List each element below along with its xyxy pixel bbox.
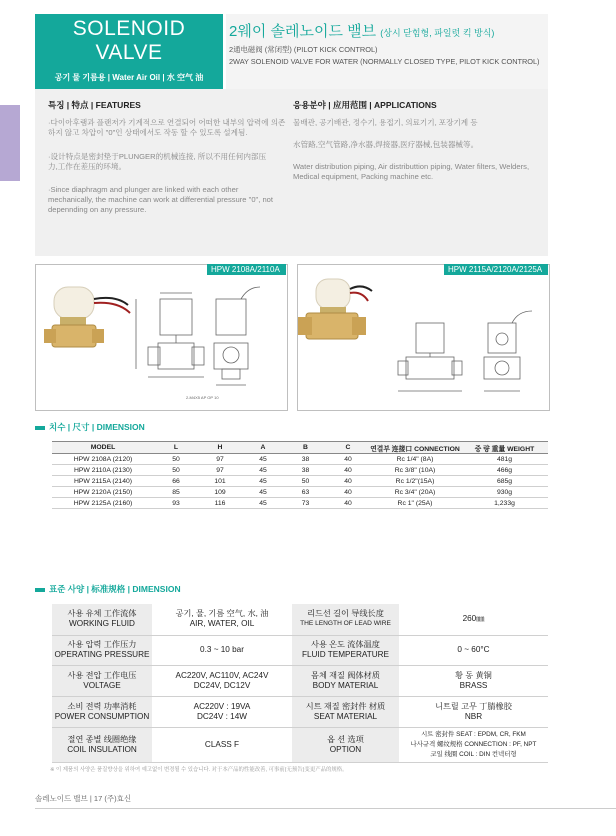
- col-h: H: [198, 442, 242, 454]
- title-line2: VALVE: [95, 41, 163, 64]
- table-cell: 73: [284, 498, 327, 509]
- table-cell: 50: [154, 454, 198, 465]
- col-connection: 연결부 连接口 CONNECTION: [369, 442, 461, 454]
- spec-label: 옵 션 选项 OPTION: [292, 727, 399, 762]
- spec-value: 0 ~ 60°C: [399, 635, 548, 665]
- table-cell: 38: [284, 465, 327, 476]
- spec-value: AC220V, AC110V, AC24V DC24V, DC12V: [152, 665, 292, 696]
- table-cell: 40: [327, 454, 369, 465]
- table-cell: 466g: [461, 465, 548, 476]
- table-cell: 93: [154, 498, 198, 509]
- table-cell: 481g: [461, 454, 548, 465]
- spec-heading: 표준 사양 | 标准规格 | DIMENSION: [35, 583, 181, 595]
- heading-bar: [35, 426, 45, 430]
- applications-heading: 응용분야 | 应用范围 | APPLICATIONS: [293, 100, 437, 110]
- valve-photo-large: [298, 279, 372, 339]
- col-l: L: [154, 442, 198, 454]
- table-row: [52, 727, 548, 762]
- side-tab: [0, 105, 20, 181]
- table-cell: 40: [327, 498, 369, 509]
- valve-drawing-front-large: [398, 323, 462, 391]
- table-cell: 97: [198, 454, 242, 465]
- table-row: [52, 498, 548, 509]
- dimension-table: [52, 441, 548, 509]
- table-cell: 40: [327, 476, 369, 487]
- applications-cn: 水管路,空气管路,净水器,焊接器,医疗器械,包装器械等。: [293, 140, 479, 149]
- table-cell: Rc 1/4" (8A): [369, 454, 461, 465]
- table-row: [52, 465, 548, 476]
- table-row: [52, 635, 548, 665]
- drawing-note: 2-M4X5 AP OP 10: [186, 395, 219, 400]
- table-cell: 38: [284, 454, 327, 465]
- heading-bar: [35, 588, 45, 592]
- spec-label: 사용 온도 流体温度 FLUID TEMPERATURE: [292, 635, 399, 665]
- table-cell: Rc 3/4" (20A): [369, 487, 461, 498]
- table-row: [52, 665, 548, 696]
- features-cn: ·设计特点是密封垫于PLUNGER的机械连接, 所以不用任何内部压力,工作在差压的环境。: [48, 152, 267, 171]
- page-title: 2웨이 솔레노이드 밸브 (상시 닫힘형, 파일럿 킥 방식): [229, 23, 495, 40]
- table-cell: 40: [327, 465, 369, 476]
- spec-value: 니트릴 고무 丁腈橡胶 NBR: [399, 696, 548, 727]
- dimension-header-row: [52, 442, 548, 454]
- spec-label: 소비 전력 功率消耗 POWER CONSUMPTION: [52, 696, 152, 727]
- valve-large-illustration: [298, 265, 549, 410]
- table-cell: HPW 2108A (2120): [52, 454, 154, 465]
- footer-divider: [35, 808, 616, 809]
- spec-value: 시트 密封件 SEAT : EPDM, CR, FKM 나사규격 螺纹规格 CONNECTION : PF, NPT 코일 线圈 COIL : DIN 컨넥터형: [399, 727, 548, 762]
- table-cell: 40: [327, 487, 369, 498]
- table-cell: HPW 2120A (2150): [52, 487, 154, 498]
- table-cell: 930g: [461, 487, 548, 498]
- table-cell: 101: [198, 476, 242, 487]
- table-cell: 66: [154, 476, 198, 487]
- table-cell: HPW 2125A (2160): [52, 498, 154, 509]
- valve-drawing-side: [214, 287, 260, 385]
- table-cell: 50: [284, 476, 327, 487]
- title-subtitle: 공기 물 기름용 | Water Air Oil | 水 空气 油: [54, 73, 204, 82]
- spec-value: 0.3 ~ 10 bar: [152, 635, 292, 665]
- table-cell: 45: [242, 454, 284, 465]
- page-title-note: (상시 닫힘형, 파일럿 킥 방식): [380, 28, 495, 38]
- spec-label: 몸체 재질 阀体材质 BODY MATERIAL: [292, 665, 399, 696]
- table-row: [52, 454, 548, 465]
- footnote: ※ 이 제품의 사양은 품질향상을 위하여 예고없이 변경될 수 있습니다. 对于本产品的性能改善, 可事前(无预告)变更产品的规格。: [50, 767, 348, 773]
- title-block: [35, 14, 223, 89]
- spec-value: 황 동 黄铜 BRASS: [399, 665, 548, 696]
- spec-value: CLASS F: [152, 727, 292, 762]
- applications-ko: 물배관, 공기배관, 정수기, 용접기, 의료기기, 포장기계 등: [293, 118, 478, 127]
- spec-label: 시트 재질 密封件 材质 SEAT MATERIAL: [292, 696, 399, 727]
- spec-value: 260㎜: [399, 604, 548, 635]
- table-cell: 85: [154, 487, 198, 498]
- product-box-small: [35, 264, 288, 411]
- table-cell: 116: [198, 498, 242, 509]
- page-footer: 솔레노이드 밸브 | 17 (주)효신: [35, 794, 132, 803]
- spec-label: 리드선 길이 导线长度 THE LENGTH OF LEAD WIRE: [292, 604, 399, 635]
- product-label-large: HPW 2115A/2120A/2125A: [444, 264, 548, 275]
- table-cell: 97: [198, 465, 242, 476]
- features-ko: ·다이아후램과 플랜저가 기계적으로 연결되어 어떠한 내부의 압력에 의존하지 않고 차압이 "0"인 상태에서도 작동 할 수 있도록 설계됨.: [48, 118, 286, 137]
- product-label-small: HPW 2108A/2110A: [207, 264, 286, 275]
- table-cell: 63: [284, 487, 327, 498]
- features-en: ·Since diaphragm and plunger are linked with each other mechanically, the machine can work at differential pressure "0", not depennding on any pressure.: [48, 185, 274, 214]
- col-a: A: [242, 442, 284, 454]
- table-row: [52, 604, 548, 635]
- table-cell: Rc 1/2"(15A): [369, 476, 461, 487]
- valve-small-illustration: [36, 265, 287, 410]
- spec-value: AC220V : 19VA DC24V : 14W: [152, 696, 292, 727]
- product-box-large: [297, 264, 550, 411]
- valve-photo: [44, 287, 130, 347]
- spec-label: 사용 유체 工作流体 WORKING FLUID: [52, 604, 152, 635]
- applications-en: Water distribution piping, Air distributtion piping, Water filters, Welders, Medical equipment, Packing machine etc.: [293, 162, 530, 181]
- table-cell: HPW 2115A (2140): [52, 476, 154, 487]
- table-cell: 45: [242, 476, 284, 487]
- title-line1: SOLENOID: [72, 17, 186, 40]
- spec-table: [52, 604, 548, 763]
- table-cell: 45: [242, 487, 284, 498]
- table-row: [52, 476, 548, 487]
- dimension-heading: 치수 | 尺寸 | DIMENSION: [35, 421, 145, 433]
- spec-label: 사용 전압 工作电压 VOLTAGE: [52, 665, 152, 696]
- col-weight: 중 량 重量 WEIGHT: [461, 442, 548, 454]
- spec-label: 사용 압력 工作压力 OPERATING PRESSURE: [52, 635, 152, 665]
- table-cell: 1,233g: [461, 498, 548, 509]
- features-heading: 특징 | 特点 | FEATURES: [48, 100, 141, 110]
- table-cell: 45: [242, 465, 284, 476]
- col-c: C: [327, 442, 369, 454]
- table-cell: 109: [198, 487, 242, 498]
- table-row: [52, 696, 548, 727]
- table-cell: Rc 1" (25A): [369, 498, 461, 509]
- table-cell: HPW 2110A (2130): [52, 465, 154, 476]
- subtitle-en: 2WAY SOLENOID VALVE FOR WATER (NORMALLY CLOSED TYPE, PILOT KICK CONTROL): [229, 57, 540, 66]
- col-model: MODEL: [52, 442, 154, 454]
- table-cell: 50: [154, 465, 198, 476]
- table-row: [52, 487, 548, 498]
- subtitle-cn: 2通电磁阀 (常闭型) (PILOT KICK CONTROL): [229, 45, 378, 54]
- table-cell: 45: [242, 498, 284, 509]
- spec-value: 공기, 물, 기름 空气, 水, 油 AIR, WATER, OIL: [152, 604, 292, 635]
- valve-drawing-side-large: [484, 311, 532, 391]
- table-cell: 685g: [461, 476, 548, 487]
- col-b: B: [284, 442, 327, 454]
- spec-label: 절연 종별 线圈绝缘 COIL INSULATION: [52, 727, 152, 762]
- valve-drawing-front: [136, 293, 204, 377]
- table-cell: Rc 3/8" (10A): [369, 465, 461, 476]
